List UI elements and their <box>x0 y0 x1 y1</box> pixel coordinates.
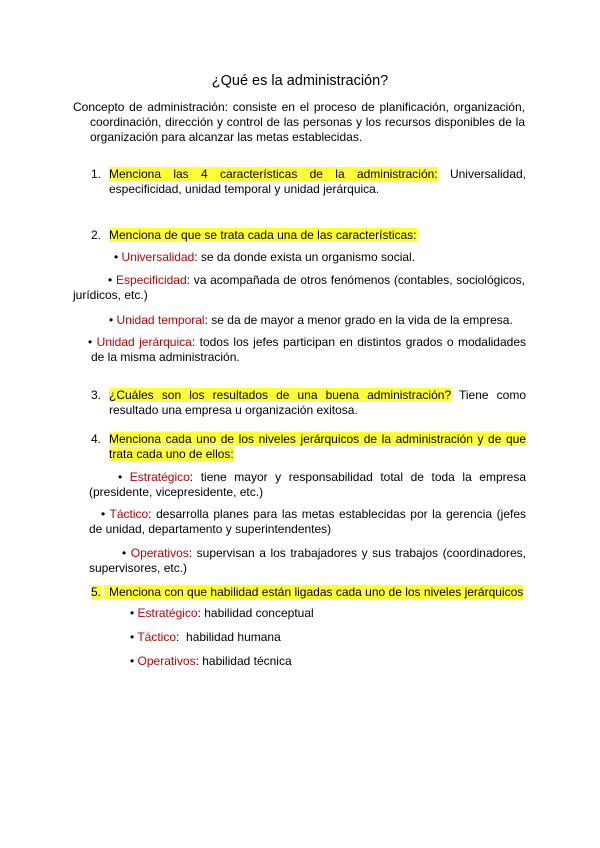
list-item <box>89 507 526 537</box>
list-item <box>88 335 526 365</box>
q1-number: 1. <box>91 167 102 181</box>
q3-answer: Tiene como resultado una empresa u organización exitosa. <box>109 388 526 417</box>
bullet-icon: • <box>122 546 127 560</box>
list-item <box>109 313 526 328</box>
q4-number: 4. <box>91 432 102 446</box>
item-desc: : tiene mayor y responsabilidad total de toda la empresa (presidente, vicepresidente, etc.) <box>89 470 526 499</box>
item-term: Unidad temporal <box>116 313 205 327</box>
q1-question: Menciona las 4 características de la administración: <box>109 167 438 181</box>
item-desc: : se da donde exista un organismo social. <box>194 250 416 264</box>
item-desc: : habilidad conceptual <box>197 606 314 620</box>
bullet-icon: • <box>118 470 123 484</box>
item-term: Operativos <box>137 654 196 668</box>
q3-block <box>109 388 526 418</box>
item-term: Táctico <box>137 630 177 644</box>
item-term: Táctico <box>109 507 149 521</box>
bullet-icon: • <box>130 630 135 644</box>
q5-question: Menciona con que habilidad están ligadas cada uno de los niveles jerárquicos <box>104 585 523 599</box>
item-term: Universalidad <box>121 250 195 264</box>
bullet-icon: • <box>130 654 135 668</box>
list-item <box>73 273 525 303</box>
intro-text: Concepto de administración: consiste en el proceso de planificación, organización, coordinación, dirección y control de las personas y los recursos disponibles de la organización para alcanzar las metas establecidas. <box>73 100 525 144</box>
item-desc: : habilidad humana <box>176 630 281 644</box>
item-desc: : supervisan a los trabajadores y sus trabajos (coordinadores, supervisores, etc.) <box>89 546 526 575</box>
q2-number: 2. <box>91 228 102 242</box>
q3-number: 3. <box>91 388 102 402</box>
bullet-icon: • <box>108 273 113 287</box>
q4-question: Menciona cada uno de los niveles jerárquicos de la administración y de que trata cada uno de ellos: <box>109 432 526 461</box>
list-item <box>89 470 526 500</box>
q2-block <box>109 228 526 243</box>
item-term: Estratégico <box>129 470 190 484</box>
q4-block <box>109 432 526 462</box>
list-item <box>89 546 526 576</box>
bullet-icon: • <box>130 606 135 620</box>
q2-question: Menciona de que se trata cada una de las características: <box>109 228 417 242</box>
bullet-icon: • <box>101 507 106 521</box>
bullet-icon: • <box>109 313 114 327</box>
item-desc: : se da de mayor a menor grado en la vida de la empresa. <box>204 313 513 327</box>
page-title: ¿Qué es la administración? <box>211 73 389 89</box>
item-desc: : todos los jefes participan en distintos grados o modalidades de la misma administración. <box>91 335 526 364</box>
q3-question: ¿Cuáles son los resultados de una buena administración? <box>109 388 452 402</box>
q1-answer: Universalidad, especificidad, unidad temporal y unidad jerárquica. <box>109 167 527 196</box>
intro-paragraph <box>73 100 525 145</box>
list-item <box>130 654 526 669</box>
item-term: Estratégico <box>137 606 198 620</box>
q5-number: 5. <box>91 585 102 599</box>
list-item <box>130 606 526 621</box>
item-desc: : desarrolla planes para las metas establecidas por la gerencia (jefes de unidad, departamento y superintendentes) <box>89 507 526 536</box>
item-term: Operativos <box>130 546 189 560</box>
item-desc: : va acompañada de otros fenómenos (contables, sociológicos, jurídicos, etc.) <box>73 273 525 302</box>
q1-block <box>109 167 526 197</box>
list-item <box>130 630 526 645</box>
item-term: Especificidad <box>115 273 187 287</box>
list-item <box>114 250 526 265</box>
item-term: Unidad jerárquica <box>96 335 192 349</box>
bullet-icon: • <box>114 250 119 264</box>
q5-block <box>104 585 527 600</box>
bullet-icon: • <box>88 335 93 349</box>
item-desc: : habilidad técnica <box>195 654 292 668</box>
